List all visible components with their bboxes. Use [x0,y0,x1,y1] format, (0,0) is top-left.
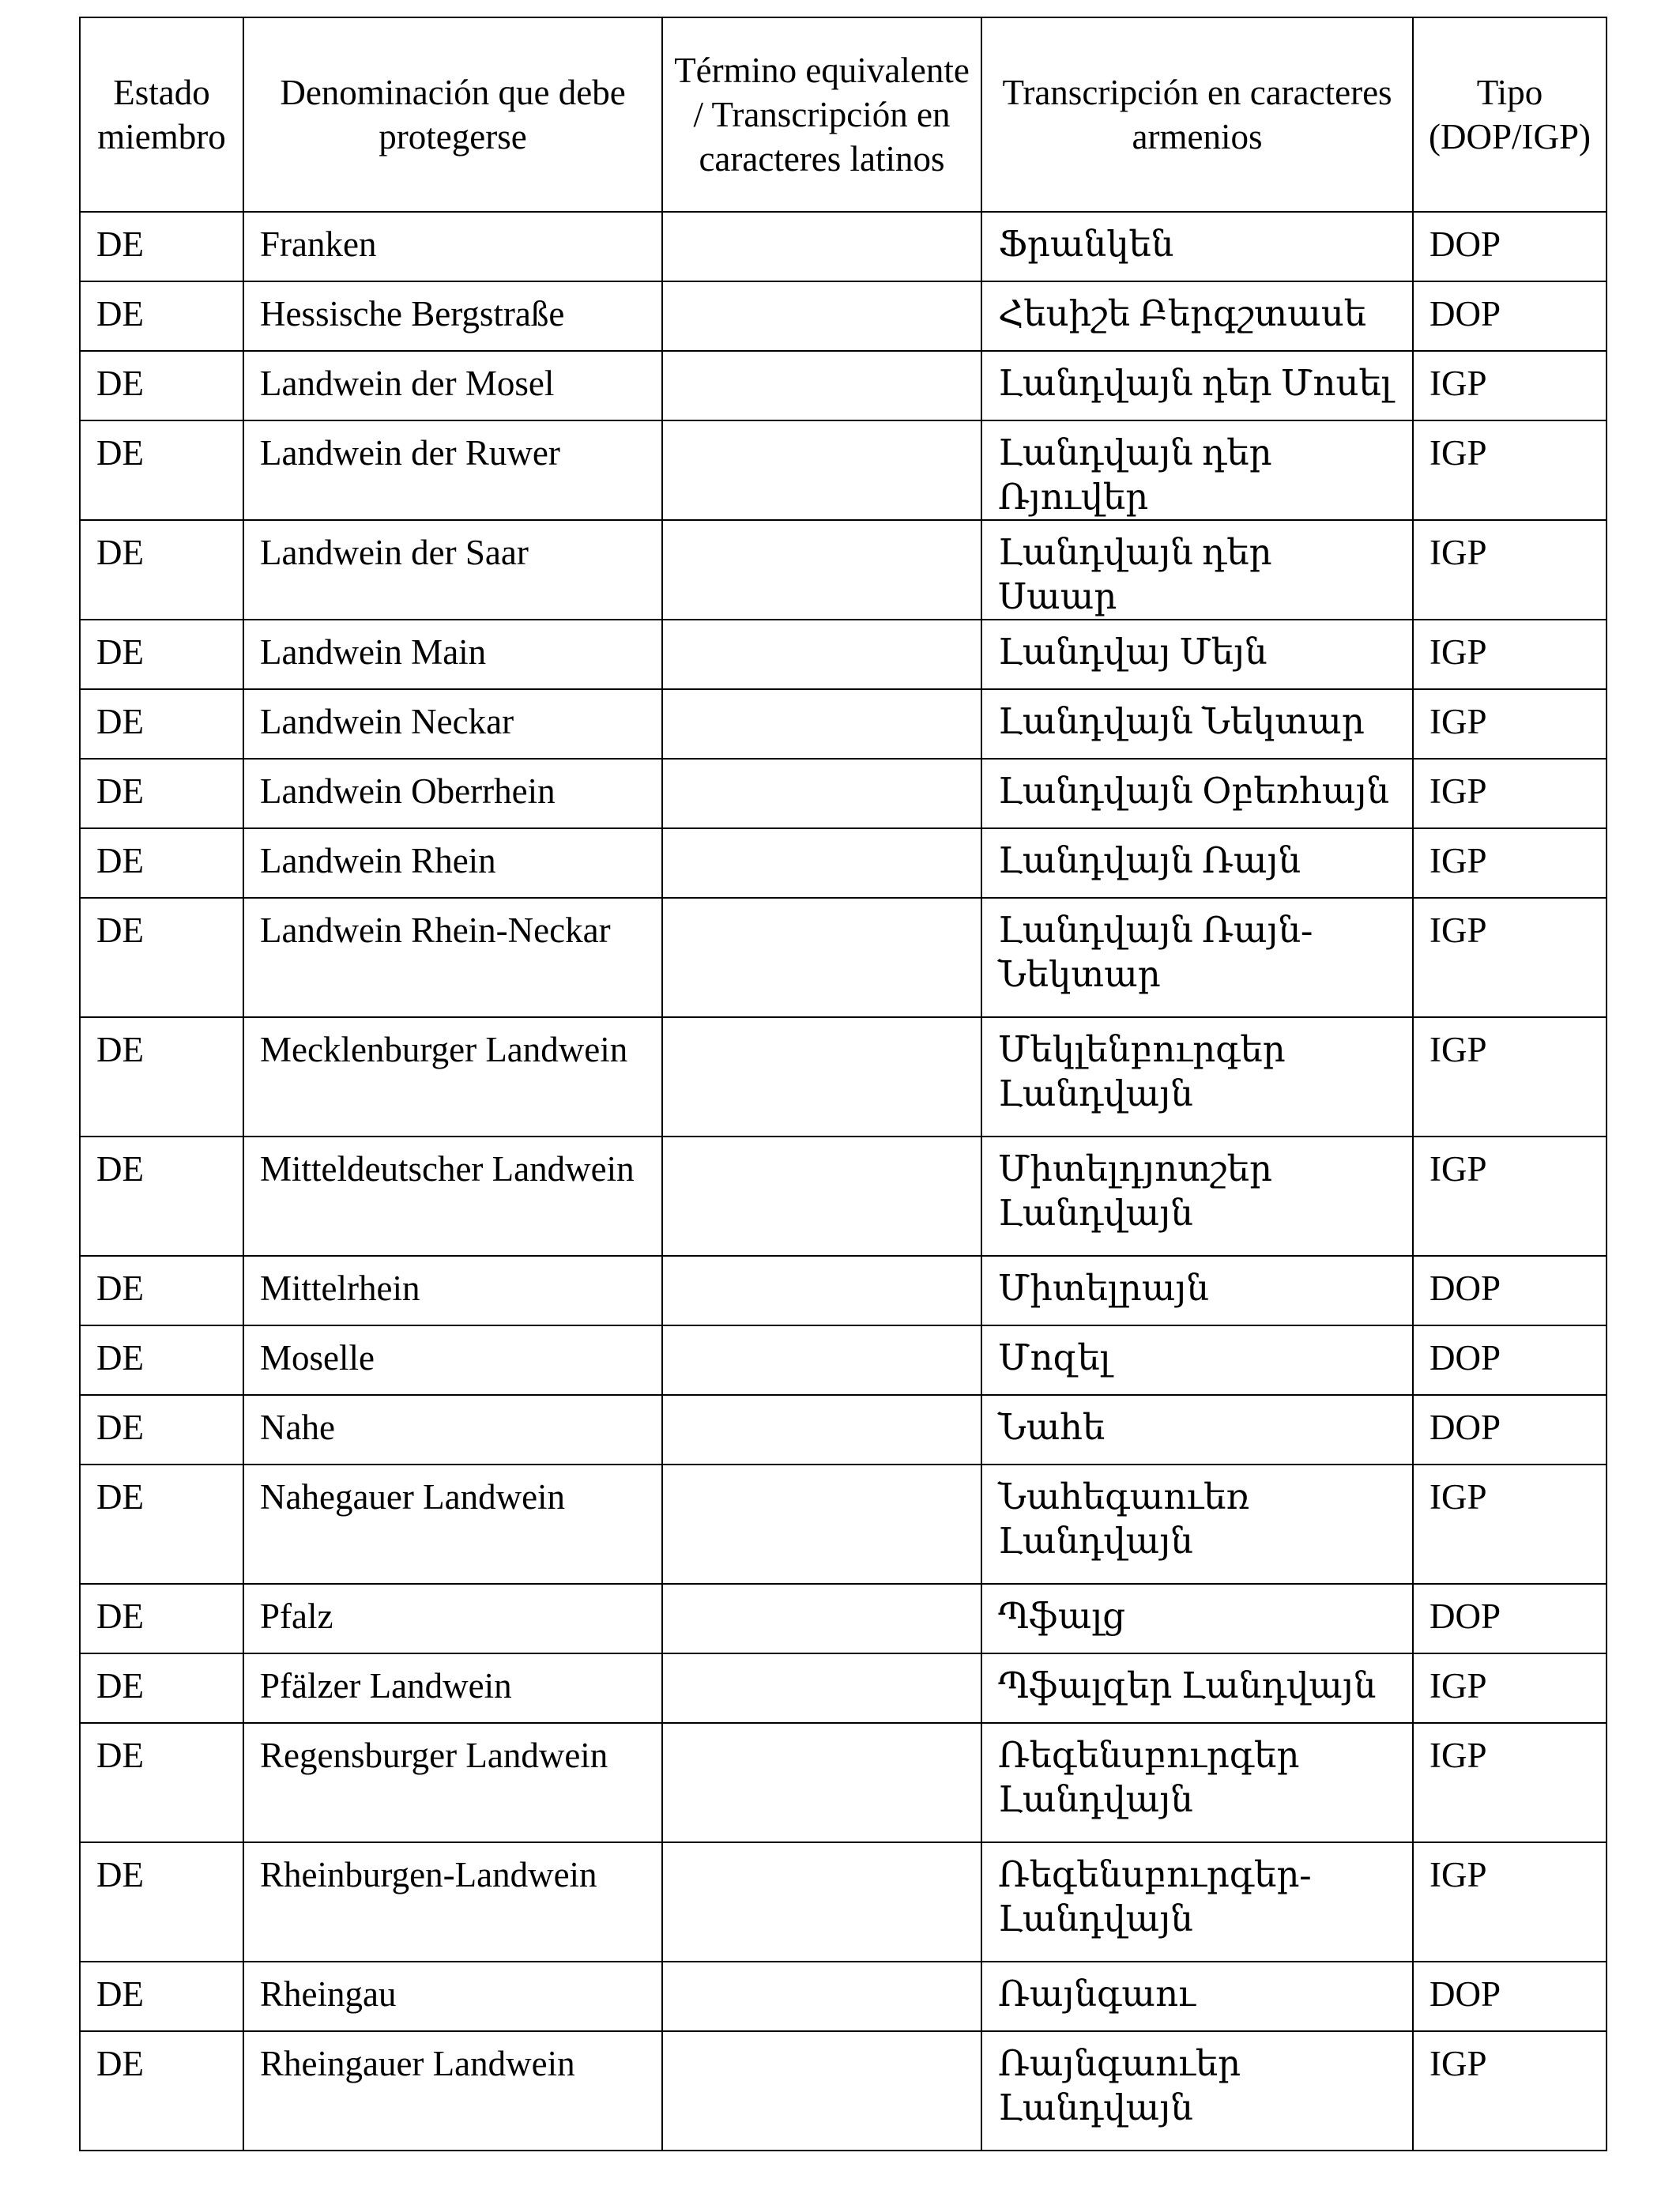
cell-protected-name: Mittelrhein [243,1256,662,1325]
cell-equivalent-term [662,620,981,689]
table-row [80,1137,1607,1256]
table-row [80,212,1607,281]
cell-protected-name: Landwein der Saar [243,520,662,620]
cell-type: IGP [1413,2031,1607,2151]
cell-armenian-transcription: Միտելդյոտշեր Լանդվայն [981,1137,1413,1256]
cell-armenian-transcription: Մոզել [981,1325,1413,1395]
cell-equivalent-term [662,1962,981,2031]
table-row [80,759,1607,828]
cell-armenian-transcription: Նահե [981,1395,1413,1465]
cell-armenian-transcription: Լանդվայն դեր Մոսել [981,351,1413,420]
cell-armenian-transcription: Հեսիշե Բերգշտասե [981,281,1413,351]
header-equivalent-term: Término equivalente / Transcripción en caracteres latinos [662,17,981,212]
cell-equivalent-term [662,1653,981,1723]
table-row [80,1584,1607,1653]
cell-type: IGP [1413,689,1607,759]
cell-armenian-transcription: Պֆալց [981,1584,1413,1653]
cell-member-state: DE [80,1256,243,1325]
cell-protected-name: Landwein Oberrhein [243,759,662,828]
table-row [80,2031,1607,2151]
cell-equivalent-term [662,898,981,1017]
header-row [80,17,1607,212]
cell-armenian-transcription: Լանդվայն Ռայն [981,828,1413,898]
cell-type: IGP [1413,420,1607,520]
cell-member-state: DE [80,689,243,759]
table-row [80,1465,1607,1584]
cell-type: DOP [1413,212,1607,281]
cell-equivalent-term [662,351,981,420]
cell-equivalent-term [662,2031,981,2151]
table-row [80,689,1607,759]
cell-member-state: DE [80,420,243,520]
cell-protected-name: Landwein Rhein-Neckar [243,898,662,1017]
cell-armenian-transcription: Միտելրայն [981,1256,1413,1325]
cell-armenian-transcription: Նահեգաուեռ Լանդվայն [981,1465,1413,1584]
cell-equivalent-term [662,1325,981,1395]
table-row [80,1256,1607,1325]
cell-protected-name: Hessische Bergstraße [243,281,662,351]
cell-equivalent-term [662,828,981,898]
cell-protected-name: Landwein Main [243,620,662,689]
cell-member-state: DE [80,1842,243,1962]
cell-equivalent-term [662,1017,981,1137]
cell-member-state: DE [80,1017,243,1137]
cell-type: DOP [1413,1962,1607,2031]
table-row [80,281,1607,351]
cell-type: IGP [1413,898,1607,1017]
cell-member-state: DE [80,351,243,420]
cell-type: IGP [1413,1723,1607,1842]
cell-equivalent-term [662,1395,981,1465]
header-member-state: Estado miembro [80,17,243,212]
cell-armenian-transcription: Լանդվայն Ռայն-Նեկտար [981,898,1413,1017]
cell-protected-name: Rheingau [243,1962,662,2031]
table-row [80,1653,1607,1723]
cell-protected-name: Pfälzer Landwein [243,1653,662,1723]
cell-protected-name: Landwein der Ruwer [243,420,662,520]
cell-member-state: DE [80,281,243,351]
cell-member-state: DE [80,1137,243,1256]
cell-protected-name: Franken [243,212,662,281]
cell-protected-name: Landwein Rhein [243,828,662,898]
table-row [80,828,1607,898]
cell-member-state: DE [80,620,243,689]
cell-type: IGP [1413,1017,1607,1137]
table-row [80,351,1607,420]
cell-armenian-transcription: Լանդվայն դեր Սաար [981,520,1413,620]
cell-protected-name: Nahe [243,1395,662,1465]
cell-equivalent-term [662,1465,981,1584]
header-armenian-transcription: Transcripción en caracteres armenios [981,17,1413,212]
cell-type: IGP [1413,351,1607,420]
cell-equivalent-term [662,1842,981,1962]
cell-type: DOP [1413,1584,1607,1653]
cell-member-state: DE [80,898,243,1017]
cell-equivalent-term [662,759,981,828]
cell-type: IGP [1413,1653,1607,1723]
cell-protected-name: Mitteldeutscher Landwein [243,1137,662,1256]
table-row [80,420,1607,520]
cell-type: IGP [1413,828,1607,898]
cell-armenian-transcription: Ֆրանկեն [981,212,1413,281]
header-name-to-protect: Denominación que debe protegerse [243,17,662,212]
cell-protected-name: Pfalz [243,1584,662,1653]
table-row [80,1962,1607,2031]
cell-member-state: DE [80,1395,243,1465]
cell-type: DOP [1413,1256,1607,1325]
cell-armenian-transcription: Պֆալզեր Լանդվայն [981,1653,1413,1723]
cell-protected-name: Landwein der Mosel [243,351,662,420]
cell-member-state: DE [80,1584,243,1653]
cell-equivalent-term [662,520,981,620]
table-row [80,1723,1607,1842]
cell-member-state: DE [80,759,243,828]
cell-equivalent-term [662,212,981,281]
cell-equivalent-term [662,1723,981,1842]
cell-member-state: DE [80,1723,243,1842]
cell-armenian-transcription: Լանդվայն դեր Ռյուվեր [981,420,1413,520]
cell-armenian-transcription: Ռեգենսբուրգեր-Լանդվայն [981,1842,1413,1962]
cell-armenian-transcription: Լանդվայն Օբեռհայն [981,759,1413,828]
cell-protected-name: Landwein Neckar [243,689,662,759]
cell-member-state: DE [80,828,243,898]
cell-type: IGP [1413,1137,1607,1256]
cell-armenian-transcription: Ռայնգաու [981,1962,1413,2031]
table-row [80,1842,1607,1962]
cell-equivalent-term [662,1137,981,1256]
table-row [80,1325,1607,1395]
cell-type: IGP [1413,620,1607,689]
cell-type: IGP [1413,759,1607,828]
cell-protected-name: Rheingauer Landwein [243,2031,662,2151]
table-row [80,520,1607,620]
cell-member-state: DE [80,1962,243,2031]
table-body [80,212,1607,2151]
table-row [80,898,1607,1017]
table-row [80,1017,1607,1137]
cell-member-state: DE [80,1653,243,1723]
cell-equivalent-term [662,689,981,759]
cell-protected-name: Nahegauer Landwein [243,1465,662,1584]
cell-armenian-transcription: Լանդվայն Նեկտար [981,689,1413,759]
cell-type: IGP [1413,1842,1607,1962]
cell-member-state: DE [80,212,243,281]
header-type: Tipo (DOP/IGP) [1413,17,1607,212]
table-row [80,620,1607,689]
cell-armenian-transcription: Մեկլենբուրգեր Լանդվայն [981,1017,1413,1137]
cell-member-state: DE [80,2031,243,2151]
cell-equivalent-term [662,420,981,520]
cell-protected-name: Moselle [243,1325,662,1395]
cell-member-state: DE [80,1465,243,1584]
cell-armenian-transcription: Ռեգենսբուրգեր Լանդվայն [981,1723,1413,1842]
cell-type: DOP [1413,1325,1607,1395]
cell-type: DOP [1413,1395,1607,1465]
cell-protected-name: Regensburger Landwein [243,1723,662,1842]
cell-equivalent-term [662,1256,981,1325]
table-row [80,1395,1607,1465]
cell-armenian-transcription: Ռայնգաուեր Լանդվայն [981,2031,1413,2151]
cell-protected-name: Rheinburgen-Landwein [243,1842,662,1962]
cell-type: IGP [1413,1465,1607,1584]
cell-equivalent-term [662,281,981,351]
geographical-indications-table [79,17,1607,2151]
cell-equivalent-term [662,1584,981,1653]
cell-type: IGP [1413,520,1607,620]
cell-protected-name: Mecklenburger Landwein [243,1017,662,1137]
cell-armenian-transcription: Լանդվայ Մեյն [981,620,1413,689]
cell-type: DOP [1413,281,1607,351]
cell-member-state: DE [80,520,243,620]
cell-member-state: DE [80,1325,243,1395]
